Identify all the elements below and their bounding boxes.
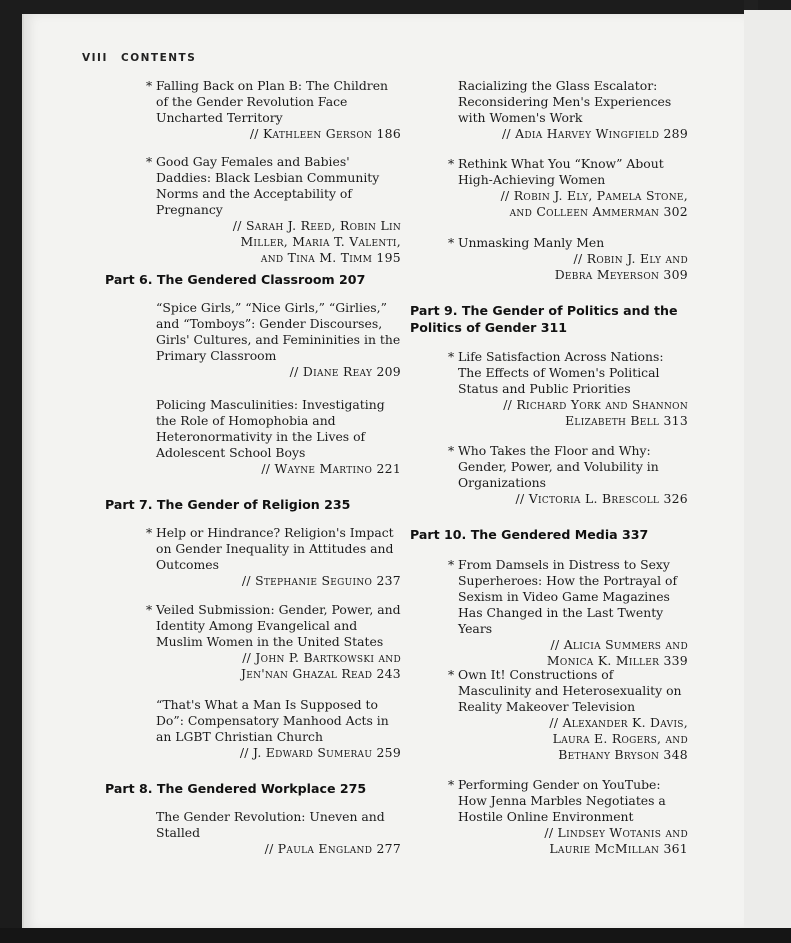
toc-entry: * Rethink What You “Know” About High-Achieving Women // Robin J. Ely, Pamela Stone, and Colleen Ammerman 302 [448, 156, 688, 219]
entry-author: // Victoria L. Brescoll 326 [515, 491, 688, 506]
entry-title: Veiled Submission: Gender, Power, and Identity Among Evangelical and Muslim Women in the United States [156, 602, 401, 649]
running-head-label: CONTENTS [121, 52, 197, 64]
entry-title: “That's What a Man Is Supposed to Do”: Compensatory Manhood Acts in an LGBT Christian Church [156, 697, 389, 744]
toc-entry [458, 78, 688, 142]
entry-author: // Diane Reay 209 [289, 364, 401, 379]
toc-entry: * Unmasking Manly Men // Robin J. Ely and Debra Meyerson 309 [448, 235, 688, 282]
entry-title: Rethink What You “Know” About High-Achieving Women [458, 156, 664, 187]
entry-title: Unmasking Manly Men [458, 235, 605, 250]
entry-title: Who Takes the Floor and Why: Gender, Power, and Volubility in Organizations [458, 443, 659, 490]
part-heading: Part 6. The Gendered Classroom 207 [105, 272, 366, 287]
part-heading: Part 7. The Gender of Religion 235 [105, 497, 351, 512]
entry-title: Policing Masculinities: Investigating the Role of Homophobia and Heteronormativity in the Lives of Adolescent School Boys [156, 397, 385, 460]
entry-author: // Alexander K. Davis, Laura E. Rogers, and Bethany Bryson 348 [549, 715, 688, 762]
entry-title: Life Satisfaction Across Nations: The Effects of Women's Political Status and Public Priorities [458, 349, 664, 396]
toc-entry [156, 300, 401, 380]
page-number: VIII [82, 52, 108, 64]
entry-author: // Wayne Martino 221 [261, 461, 401, 476]
toc-entry: * Good Gay Females and Babies' Daddies: Black Lesbian Community Norms and the Acceptability of Pregnancy // Sarah J. Reed, Robin Lin Miller, Maria T. Valenti, and Tina M. Timm 195 [146, 154, 401, 265]
entry-author: // Alicia Summers and Monica K. Miller 339 [546, 637, 688, 668]
toc-entry: * Who Takes the Floor and Why: Gender, Power, and Volubility in Organizations // Victoria L. Brescoll 326 [448, 443, 688, 506]
part-heading: Part 10. The Gendered Media 337 [410, 527, 649, 542]
part-heading: Part 9. The Gender of Politics and the Politics of Gender 311 [410, 303, 678, 335]
toc-entry: * Performing Gender on YouTube: How Jenna Marbles Negotiates a Hostile Online Environment // Lindsey Wotanis and Laurie McMillan 361 [448, 777, 688, 856]
entry-author: // Richard York and Shannon Elizabeth Bell 313 [503, 397, 688, 428]
entry-author: // Adia Harvey Wingfield 289 [501, 126, 688, 141]
entry-title: Racializing the Glass Escalator: Reconsidering Men's Experiences with Women's Work [458, 78, 672, 125]
toc-entry [156, 697, 401, 761]
entry-author: // Kathleen Gerson 186 [249, 126, 401, 141]
entry-title: Good Gay Females and Babies' Daddies: Black Lesbian Community Norms and the Acceptability of Pregnancy [156, 154, 380, 217]
toc-entry: * Own It! Constructions of Masculinity and Heterosexuality on Reality Makeover Television // Alexander K. Davis, Laura E. Rogers, and Bethany Bryson 348 [448, 667, 688, 762]
background-edge [0, 928, 791, 943]
entry-title: “Spice Girls,” “Nice Girls,” “Girlies,” and “Tomboys”: Gender Discourses, Girls' Cultures, and Femininities in the Primary Classroom [156, 300, 401, 363]
running-head [82, 52, 196, 64]
toc-entry [156, 809, 401, 857]
entry-author: // Paula England 277 [264, 841, 401, 856]
toc-entry: * Help or Hindrance? Religion's Impact on Gender Inequality in Attitudes and Outcomes // Stephanie Seguino 237 [146, 525, 401, 588]
toc-entry: * Falling Back on Plan B: The Children of the Gender Revolution Face Uncharted Territory // Kathleen Gerson 186 [146, 78, 401, 141]
entry-title: Falling Back on Plan B: The Children of the Gender Revolution Face Uncharted Territory [156, 78, 389, 125]
entry-title: Own It! Constructions of Masculinity and Heterosexuality on Reality Makeover Television [458, 667, 682, 714]
entry-author: // Sarah J. Reed, Robin Lin Miller, Maria T. Valenti, and Tina M. Timm 195 [232, 218, 401, 265]
entry-author: // John P. Bartkowski and Jen'nan Ghazal Read 243 [240, 650, 401, 681]
toc-entry: * Life Satisfaction Across Nations: The Effects of Women's Political Status and Public Priorities // Richard York and Shannon Elizabeth Bell 313 [448, 349, 688, 428]
entry-author: // Stephanie Seguino 237 [241, 573, 401, 588]
next-page-edge [744, 10, 791, 928]
toc-entry: * From Damsels in Distress to Sexy Superheroes: How the Portrayal of Sexism in Video Game Magazines Has Changed in the Last Twenty Years // Alicia Summers and Monica K. Miller 339 [448, 557, 688, 668]
entry-title: Help or Hindrance? Religion's Impact on Gender Inequality in Attitudes and Outcomes [156, 525, 394, 572]
toc-entry: * Veiled Submission: Gender, Power, and Identity Among Evangelical and Muslim Women in the United States // John P. Bartkowski and Jen'nan Ghazal Read 243 [146, 602, 401, 681]
entry-author: // J. Edward Sumerau 259 [239, 745, 401, 760]
part-heading: Part 8. The Gendered Workplace 275 [105, 781, 367, 796]
entry-author: // Robin J. Ely and Debra Meyerson 309 [554, 251, 688, 282]
entry-author: // Robin J. Ely, Pamela Stone, and Colleen Ammerman 302 [500, 188, 688, 219]
entry-author: // Lindsey Wotanis and Laurie McMillan 361 [544, 825, 688, 856]
entry-title: Performing Gender on YouTube: How Jenna Marbles Negotiates a Hostile Online Environment [458, 777, 666, 824]
toc-entry [156, 397, 401, 477]
entry-title: The Gender Revolution: Uneven and Stalled [156, 809, 385, 840]
entry-title: From Damsels in Distress to Sexy Superheroes: How the Portrayal of Sexism in Video Game Magazines Has Changed in the Last Twenty Years [458, 557, 678, 636]
